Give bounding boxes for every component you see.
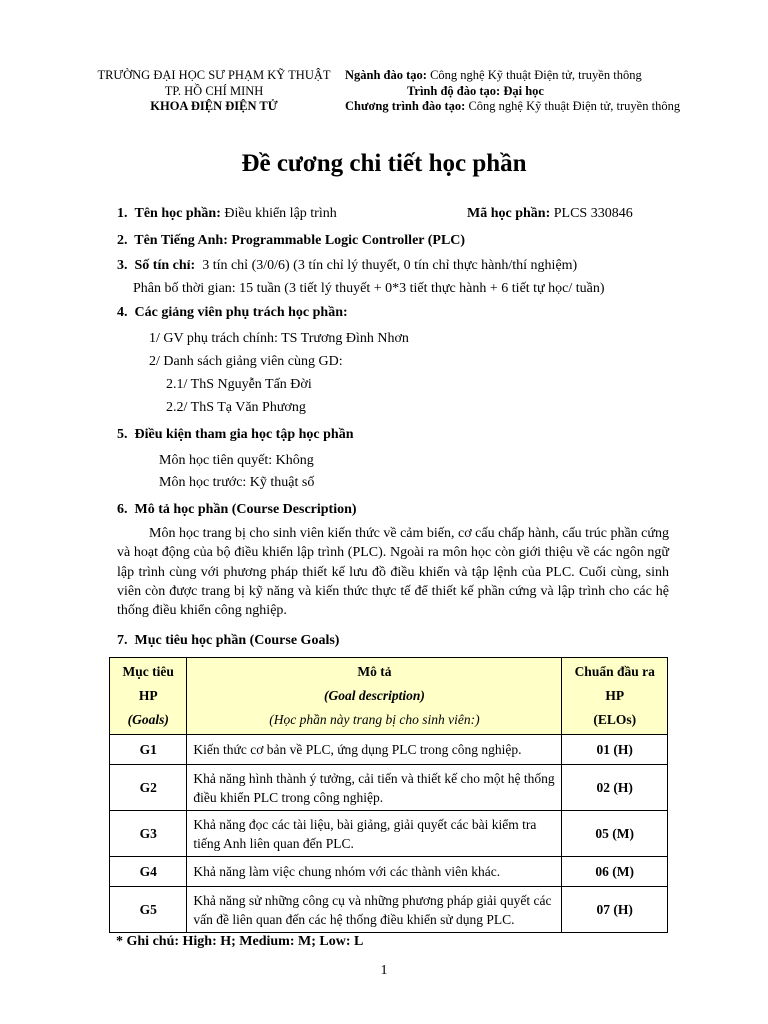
level-row [345, 84, 760, 100]
goal-code: G3 [110, 811, 187, 857]
section-3 [117, 257, 577, 275]
goal-elo: 01 (H) [562, 735, 668, 765]
credits-label: Số tín chỉ: [134, 258, 196, 273]
section-4 [117, 304, 348, 322]
table-row [110, 887, 668, 933]
time-allocation: Phân bố thời gian: 15 tuần (3 tiết lý thuyết + 0*3 tiết thực hành + 6 tiết tự học/ tuần) [133, 281, 605, 296]
section-1-number: 1. [117, 206, 128, 221]
program-value: Công nghệ Kỹ thuật Điện tử, truyền thông [468, 99, 681, 113]
section-4-number: 4. [117, 305, 128, 320]
header-description-line: (Học phần này trang bị cho sinh viên:) [269, 712, 480, 727]
header-goals-line: Mục tiêu [122, 664, 174, 679]
university-name: TRƯỜNG ĐẠI HỌC SƯ PHẠM KỸ THUẬT [97, 68, 331, 82]
goals-title: Mục tiêu học phần (Course Goals) [134, 633, 340, 648]
goal-elo: 02 (H) [562, 765, 668, 811]
course-goals-table [109, 657, 668, 933]
prerequisites-title: Điều kiện tham gia học tập học phần [134, 427, 354, 442]
page-number: 1 [380, 963, 388, 978]
course-name-value: Điều khiển lập trình [224, 206, 337, 221]
major-value: Công nghệ Kỹ thuật Điện tử, truyền thông [430, 68, 642, 82]
description-title: Mô tả học phần (Course Description) [134, 502, 357, 517]
section-6-number: 6. [117, 502, 128, 517]
header-elos-line: HP [605, 688, 625, 703]
major-row [345, 68, 760, 84]
program-header [345, 68, 760, 115]
course-name-label: Tên học phần: [134, 206, 221, 221]
section-2 [117, 232, 465, 250]
course-code-value: PLCS 330846 [553, 206, 633, 221]
header-description-line: (Goal description) [323, 688, 425, 703]
university-city: TP. HỒ CHÍ MINH [164, 83, 264, 98]
section-3-number: 3. [117, 258, 128, 273]
document-title: Đề cương chi tiết học phần [241, 150, 527, 177]
header-goals-line: (Goals) [127, 712, 169, 727]
goal-elo: 06 (M) [562, 857, 668, 887]
table-row [110, 857, 668, 887]
legend-note: * Ghi chú: High: H; Medium: M; Low: L [116, 934, 364, 949]
header-elos-line: Chuẩn đầu ra [574, 664, 655, 679]
header-goals-line: HP [138, 688, 158, 703]
lecturers-title: Các giảng viên phụ trách học phần: [134, 305, 348, 320]
goal-description: Kiến thức cơ bản về PLC, ứng dụng PLC trong công nghiệp. [187, 735, 562, 765]
faculty-name: KHOA ĐIỆN ĐIỆN TỬ [150, 99, 278, 113]
section-1 [117, 205, 337, 223]
section-5-number: 5. [117, 427, 128, 442]
header-description-line: Mô tả [357, 664, 392, 679]
header-elos-line: (ELOs) [593, 712, 637, 727]
previous-course: Môn học trước: Kỹ thuật số [159, 475, 315, 490]
goal-code: G1 [110, 735, 187, 765]
header-elos [562, 658, 668, 735]
course-description-paragraph: Môn học trang bị cho sinh viên kiến thức về cảm biến, cơ cấu chấp hành, cấu trúc phần cứng và hoạt động của bộ điều khiển lập trình (PLC). Ngoài ra môn học còn giới thiệu về các ngôn ngữ lập trình cùng với phương pháp thiết kế lưu đồ điều khiển và tập lệnh của PLC. Cuối cùng, sinh viên còn được trang bị kỹ năng và kiến thức thực tế để thiết kế phần cứng và lập trình cho các hệ thống điều khiển công nghiệp. [117, 526, 669, 619]
program-label: Chương trình đào tạo: [345, 99, 466, 113]
header-goals [110, 658, 187, 735]
course-code-label: Mã học phần: [467, 206, 551, 221]
goal-code: G2 [110, 765, 187, 811]
lecturer-main: 1/ GV phụ trách chính: TS Trương Đình Nhơn [149, 331, 409, 346]
goal-description: Khả năng hình thành ý tưởng, cải tiến và thiết kế cho một hệ thống điều khiển PLC trong công nghiệp. [187, 765, 562, 811]
lecturer-list-label: 2/ Danh sách giảng viên cùng GD: [149, 354, 343, 369]
lecturer-item: 2.2/ ThS Tạ Văn Phương [166, 400, 306, 415]
program-row [345, 99, 760, 115]
goal-description: Khả năng làm việc chung nhóm với các thành viên khác. [187, 857, 562, 887]
section-5 [117, 426, 353, 444]
credits-value: 3 tín chỉ (3/0/6) (3 tín chỉ lý thuyết, 0 tín chỉ thực hành/thí nghiệm) [202, 258, 578, 273]
prerequisite-course: Môn học tiên quyết: Không [159, 453, 314, 468]
goal-description: Khả năng sử những công cụ và những phương pháp giải quyết các vấn đề liên quan đến các hệ thống điều khiển sử dụng PLC. [187, 887, 562, 933]
university-header [86, 68, 342, 115]
table-row [110, 811, 668, 857]
section-2-number: 2. [117, 233, 128, 248]
header-description [187, 658, 562, 735]
goal-code: G5 [110, 887, 187, 933]
goal-elo: 07 (H) [562, 887, 668, 933]
section-7 [117, 632, 339, 650]
section-7-number: 7. [117, 633, 128, 648]
section-6 [117, 501, 357, 519]
goal-code: G4 [110, 857, 187, 887]
table-header-row [110, 658, 668, 735]
goal-elo: 05 (M) [562, 811, 668, 857]
lecturer-item: 2.1/ ThS Nguyễn Tấn Đời [166, 377, 312, 392]
english-name: Tên Tiếng Anh: Programmable Logic Controller (PLC) [134, 233, 466, 248]
table-row [110, 765, 668, 811]
level-value: Đại học [503, 83, 544, 98]
major-label: Ngành đào tạo: [345, 68, 427, 82]
goal-description: Khả năng đọc các tài liệu, bài giảng, giải quyết các bài kiểm tra tiếng Anh liên quan đến PLC. [187, 811, 562, 857]
course-code [467, 205, 633, 223]
table-row [110, 735, 668, 765]
level-label: Trình độ đào tạo: [407, 83, 501, 98]
